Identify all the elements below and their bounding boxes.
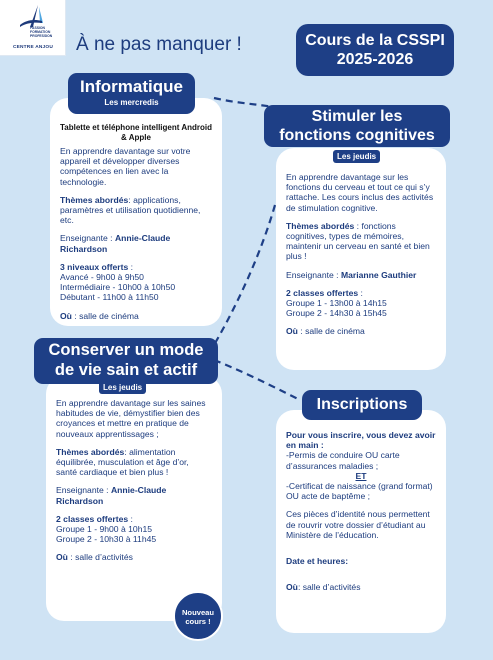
class-item: Groupe 2 - 10h30 à 11h45 <box>56 534 157 545</box>
cognitive-themes: Thèmes abordés : fonctions cognitives, types de mémoires, maintenir un cerveau en santé et bien plus ! <box>286 220 430 262</box>
logo-subtitle: CENTRE ANJOU <box>12 45 54 50</box>
inscriptions-item1: -Permis de conduire OU carte d’assurances maladies ; <box>286 450 400 471</box>
healthy-title: Conserver un mode de vie sain et actif <box>34 338 218 384</box>
informatique-teacher: Enseignante : Annie-Claude Richardson <box>60 233 171 254</box>
inscriptions-item2: -Certificat de naissance (grand format) OU acte de baptême ; <box>286 481 433 502</box>
cognitive-teacher: Enseignante : Marianne Gauthier <box>286 269 417 280</box>
card-cognitive <box>276 148 446 370</box>
informatique-day: Les mercredis <box>104 98 159 107</box>
cognitive-location: Où : salle de cinéma <box>286 326 365 337</box>
cognitive-classes: 2 classes offertes : Groupe 1 - 13h00 à 14h15 Groupe 2 - 14h30 à 15h45 <box>286 287 387 319</box>
cognitive-description: En apprendre davantage sur les fonctions du cerveau et tout ce qui s’y rattache. Les cours inclus des activités de stimulation cognitive. <box>286 172 434 213</box>
class-item: Groupe 1 - 13h00 à 14h15 <box>286 298 387 309</box>
inscriptions-location: Où: salle d’activités <box>286 582 361 593</box>
logo-name: PASSION FORMATION PROFESSION <box>30 26 53 38</box>
healthy-day: Les jeudis <box>99 381 146 394</box>
healthy-description: En apprendre davantage sur les saines habitudes de vie, démystifier bien des croyances et mettre en pratique de nouveaux apprentissages ; <box>56 398 206 439</box>
informatique-title: Informatique Les mercredis <box>68 73 195 114</box>
inscriptions-et: ET <box>355 470 367 481</box>
new-course-badge: Nouveau cours ! <box>173 591 223 641</box>
title-line2: 2025-2026 <box>336 51 414 68</box>
informatique-location: Où : salle de cinéma <box>60 310 139 321</box>
class-item: Groupe 2 - 14h30 à 15h45 <box>286 308 387 319</box>
card-inscriptions <box>276 410 446 633</box>
informatique-description: En apprendre davantage sur votre appareil et développer diverses compétences en lien avec la technologie. <box>60 146 191 187</box>
healthy-teacher: Enseignante : Annie-Claude Richardson <box>56 485 167 506</box>
level-item: Débutant - 11h00 à 11h50 <box>60 292 159 303</box>
title-line1: Cours de la CSSPI <box>305 32 445 49</box>
inscriptions-intro: Pour vous inscrire, vous devez avoir en main : <box>286 430 436 451</box>
healthy-classes: 2 classes offertes : Groupe 1 - 9h00 à 10h15 Groupe 2 - 10h30 à 11h45 <box>56 513 157 545</box>
cognitive-title: Stimuler les fonctions cognitives <box>264 105 450 147</box>
informatique-subtitle: Tablette et téléphone intelligent Android & Apple <box>60 123 213 142</box>
inscriptions-note: Ces pièces d’identité nous permettent de rouvrir votre dossier d’étudiant au Ministère de l’éducation. <box>286 509 430 540</box>
informatique-themes: Thèmes abordés: applications, paramètres et utilisation quotidienne, etc. <box>60 194 201 226</box>
inscriptions-title: Inscriptions <box>302 390 422 420</box>
healthy-location: Où : salle d’activités <box>56 552 133 563</box>
level-item: Avancé - 9h00 à 9h50 <box>60 272 144 283</box>
inscriptions-dates: Date et heures: <box>286 556 349 567</box>
informatique-levels: 3 niveaux offerts : Avancé - 9h00 à 9h50 Intermédiaire - 10h00 à 10h50 Débutant - 11h00 à 11h50 <box>60 261 176 303</box>
level-item: Intermédiaire - 10h00 à 10h50 <box>60 282 176 293</box>
card-informatique <box>50 98 222 326</box>
card-healthy <box>46 376 222 621</box>
title-box <box>296 24 454 76</box>
class-item: Groupe 1 - 9h00 à 10h15 <box>56 524 153 535</box>
logo <box>0 0 66 56</box>
headline: À ne pas manquer ! <box>76 34 242 55</box>
healthy-themes: Thèmes abordés: alimentation équilibrée, musculation et âge d’or, santé cardiaque et bien plus ! <box>56 446 189 478</box>
cognitive-day: Les jeudis <box>333 150 380 163</box>
